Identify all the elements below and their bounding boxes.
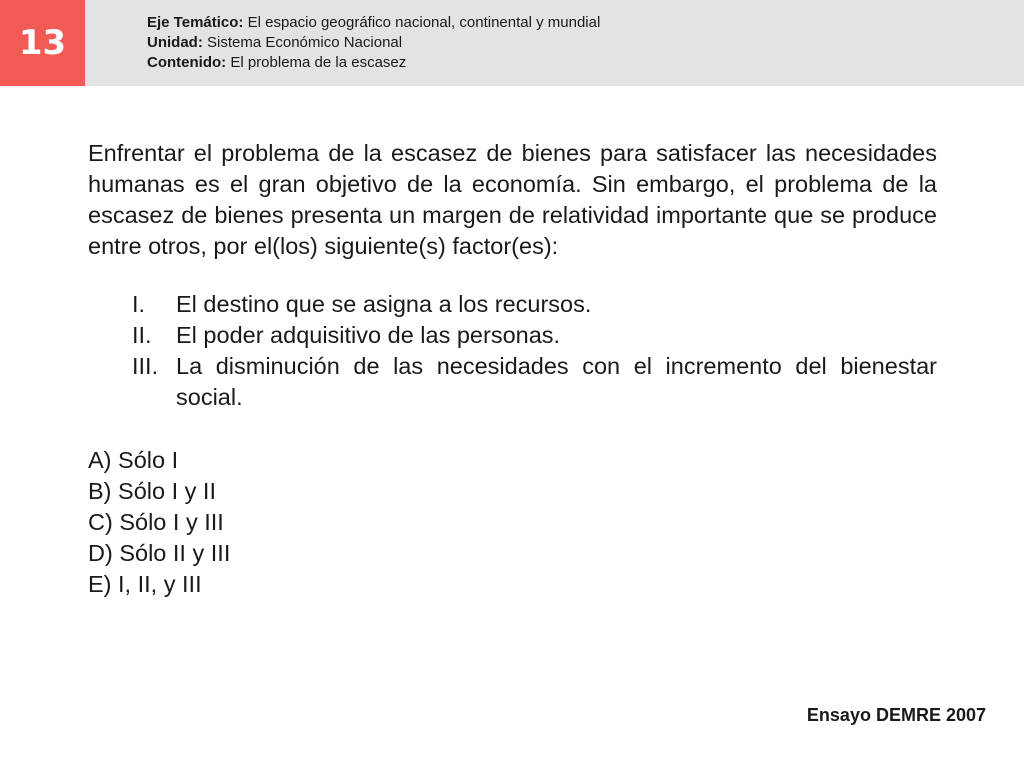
option-c[interactable]: C) Sólo I y III [88, 509, 224, 535]
statement-item [132, 351, 937, 413]
contenido-value: El problema de la escasez [230, 54, 407, 71]
statement-item [132, 320, 937, 351]
unidad-label: Unidad: [147, 34, 203, 51]
eje-tematico-value: El espacio geográfico nacional, continental y mundial [247, 14, 601, 31]
option-a[interactable]: A) Sólo I [88, 447, 179, 473]
question-number: 13 [0, 0, 85, 86]
statement-text: El destino que se asigna a los recursos. [176, 291, 592, 317]
statement-number: I. [132, 291, 146, 317]
header-meta [147, 13, 600, 73]
statement-number: III. [132, 353, 159, 379]
source-footer: Ensayo DEMRE 2007 [806, 705, 986, 725]
option-b[interactable]: B) Sólo I y II [88, 478, 216, 504]
unidad-line [147, 33, 600, 53]
eje-tematico-label: Eje Temático: [147, 14, 244, 31]
question-stem: Enfrentar el problema de la escasez de bienes para satisfacer las necesidades humanas es el gran objetivo de la economía. Sin embargo, el problema de la escasez de bienes presenta un margen de relatividad importante que se produce entre otros, por el(los) siguiente(s) factor(es): [88, 140, 937, 259]
header-bar [0, 0, 1024, 86]
statement-text: El poder adquisitivo de las personas. [176, 322, 561, 348]
statement-item [132, 289, 937, 320]
answer-options [88, 445, 230, 600]
unidad-value: Sistema Económico Nacional [207, 34, 403, 51]
statement-list [132, 289, 937, 413]
statement-number: II. [132, 322, 152, 348]
statement-text: La disminución de las necesidades con el incremento del bienestar social. [176, 353, 937, 410]
option-e[interactable]: E) I, II, y III [88, 571, 202, 597]
option-d[interactable]: D) Sólo II y III [88, 540, 231, 566]
eje-tematico-line [147, 13, 600, 33]
contenido-label: Contenido: [147, 54, 227, 71]
contenido-line [147, 53, 600, 73]
